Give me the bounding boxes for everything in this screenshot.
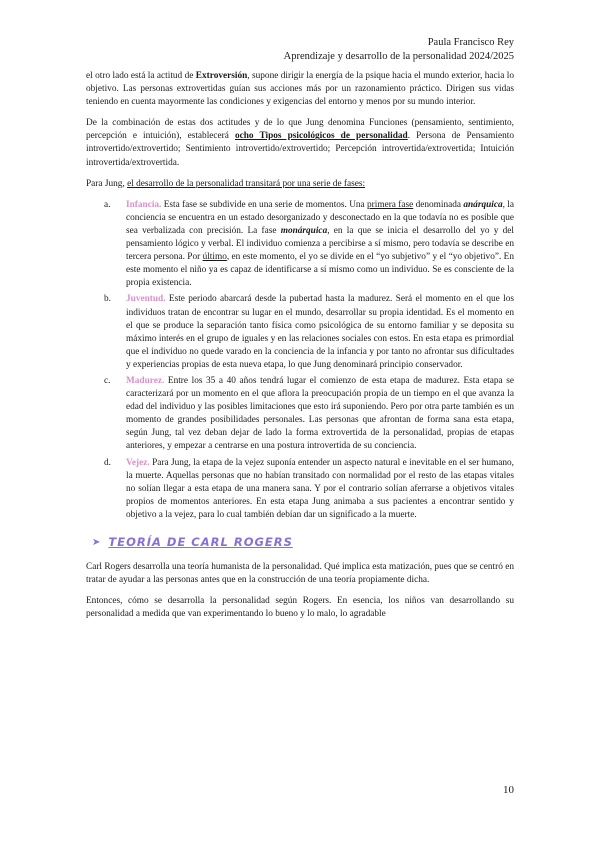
term-psychological-types: ocho Tipos psicológicos de personalidad <box>234 131 408 142</box>
header-course: Aprendizaje y desarrollo de la personalidad 2024/2025 <box>283 51 514 62</box>
list-label: a. <box>104 199 111 210</box>
page-header <box>284 36 514 64</box>
phases-intro-underlined: el desarrollo de la personalidad transitará por una serie de fases: <box>127 178 366 189</box>
phases-list <box>86 199 514 522</box>
text-run: el otro lado está la actitud de <box>86 71 196 81</box>
text-run: , en este momento, el yo se divide en el “yo subjetivo” y el “yo objetivo”. En este momento el niño ya es capaz de identificarse a sí mismo como un individuo. Se es consciente de la propia existencia. <box>126 252 514 289</box>
list-item-madurez <box>86 375 514 454</box>
list-item-juventud <box>86 293 514 372</box>
section-title-carl-rogers: TEORÍA DE CARL ROGERS <box>108 535 293 549</box>
text-run: , supone dirigir la energía de la psique hacia el mundo exterior, hacia lo objetivo. Las personas extrovertidas guían sus acciones más por un razonamiento práctico. Dirigen sus vidas teniendo en cuenta mayormente las condiciones y exigencias del entorno y menos por su mundo interior. <box>86 71 514 108</box>
text-run: Para Jung, <box>86 178 128 189</box>
term-extroversion: Extroversión <box>195 71 248 81</box>
list-label: c. <box>104 375 111 386</box>
paragraph-extroversion <box>86 70 514 109</box>
list-item-vejez <box>86 457 514 522</box>
list-label: d. <box>104 457 111 468</box>
arrow-bullet-icon: ➤ <box>92 537 101 548</box>
text-run: denominada <box>413 199 464 210</box>
term-monarquica: monárquica <box>280 225 328 236</box>
list-item-infancia <box>86 199 514 291</box>
text-underlined: primera fase <box>367 199 414 210</box>
paragraph-rogers-development: Entonces, cómo se desarrolla la personalidad según Rogers. En esencia, los niños van desarrollando su personalidad a medida que van experimentando lo bueno y lo malo, lo agradable <box>86 596 514 620</box>
text-run: . Persona de Pensamiento introvertido/extrovertido; Sentimiento introvertido/extrovertido; Percepción introvertida/extrovertida; Intuición introvertida/extrovertida. <box>86 131 514 168</box>
text-run: Este periodo abarcará desde la pubertad hasta la madurez. Será el momento en el que los individuos tratan de encontrar su lugar en el mundo, desarrollar su propia identidad. Es el momento en el que se produce la separación tanto física como psicológica de su entorno familiar y se deposita su máximo interés en el grupo de iguales y en las relaciones sociales con estos. En esta etapa es primordial que el individuo no quede varado en la conciencia de la infancia y por tanto no afrontar sus dificultades y experiencias propias de esta nueva etapa, lo que Jung denominará principio conservador. <box>126 294 514 370</box>
page-content <box>86 70 514 629</box>
list-label: b. <box>104 294 111 305</box>
text-run: Para Jung, la etapa de la vejez suponía entender un aspecto natural e inevitable en el ser humano, la muerte. Aquellas personas que no habían transitado con normalidad por el resto de las etapas vitales no solían llegar a esta etapa de una manera sana. Y por el contrario solían aferrarse a objetivos vitales propios de momentos anteriores. En esta etapa Jung animaba a sus pacientes a encontrar sentido y objetivo a la vejez, para lo cual también debían dar un significado a la muerte. <box>126 457 514 520</box>
paragraph-phases-intro <box>86 178 514 191</box>
page-number: 10 <box>503 784 514 796</box>
text-run: , en la que se inicia el desarrollo del yo y del pensamiento lógico y verbal. El individuo comienza a percibirse a sí mismo, pero todavía se describe en tercera persona. Por <box>126 225 514 263</box>
text-run: , la conciencia se encuentra en un estado desorganizado y desconectado en la que todavía no es posible que sea verbalizada con precisión. La fase <box>126 199 514 236</box>
paragraph-functions <box>86 117 514 169</box>
text-run: Esta fase se subdivide en una serie de momentos. Una <box>161 199 368 210</box>
phase-title-infancia: Infancia. <box>126 199 162 210</box>
phase-title-juventud: Juventud. <box>126 294 166 305</box>
paragraph-rogers-intro: Carl Rogers desarrolla una teoría humanista de la personalidad. Qué implica esta matización, pues que se centró en tratar de ayudar a las personas antes que en la construcción de una teoría propiamente dicha. <box>86 562 514 586</box>
text-run: De la combinación de estas dos actitudes y de lo que Jung denomina Funciones (pensamiento, sentimiento, percepción e intuición), establecerá <box>86 118 514 142</box>
text-underlined: último <box>202 252 227 263</box>
header-author: Paula Francisco Rey <box>427 37 514 48</box>
text-run: Entre los 35 a 40 años tendrá lugar el comienzo de esta etapa de madurez. Esta etapa se caracterizará por un momento en el que aflora la preocupación propia de un tiempo en el que avanza la edad del individuo y las posibles limitaciones que esto irá suponiendo. Pero por otra parte también es un momento de grandes posibilidades personales. Las personas que afrontan de forma sana esta etapa, según Jung, tal vez deban dejar de lado la forma extrovertida de la personalidad, propias de etapas anteriores, y empezar a centrarse en una postura introvertida de su conciencia. <box>126 375 514 452</box>
section-heading <box>86 536 514 549</box>
phase-title-vejez: Vejez. <box>126 457 150 468</box>
term-anarquica: anárquica <box>463 199 503 210</box>
phase-title-madurez: Madurez. <box>126 375 165 386</box>
